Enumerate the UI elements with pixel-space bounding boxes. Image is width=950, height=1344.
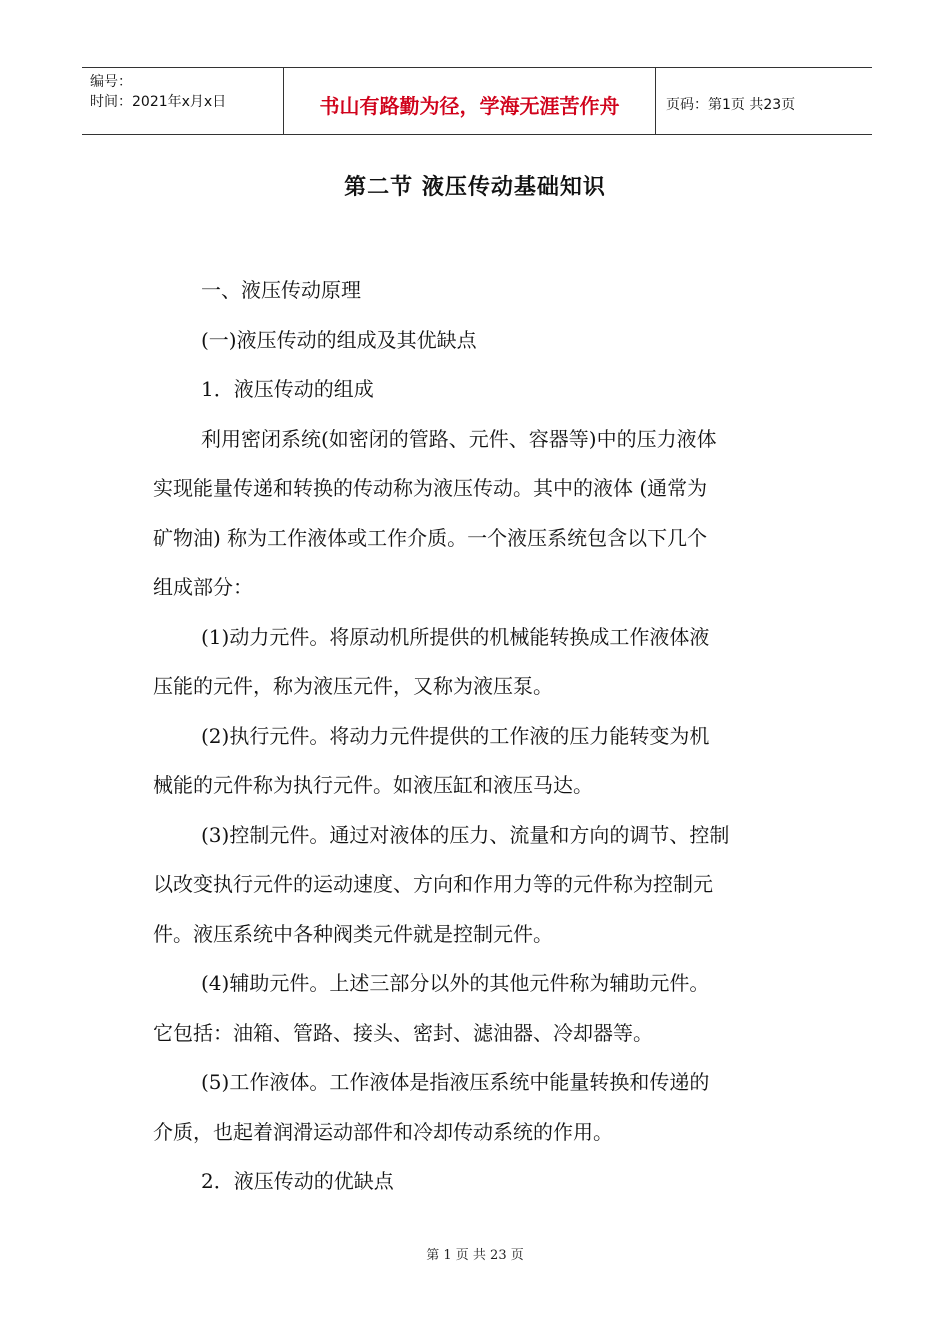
- body-line: 介质，也起着润滑运动部件和冷却传动系统的作用。: [153, 1119, 613, 1144]
- body-line: 以改变执行元件的运动速度、方向和作用力等的元件称为控制元: [153, 872, 713, 896]
- header-motto: 书山有路勤为径，学海无涯苦作舟: [284, 68, 656, 134]
- header-page-info: 页码：第1页 共23页: [666, 97, 796, 113]
- body-line: 矿物油) 称为工作液体或工作介质。一个液压系统包含以下几个: [153, 525, 708, 550]
- body-line: (一)液压传动的组成及其优缺点: [201, 327, 477, 352]
- body-line: 实现能量传递和转换的传动称为液压传动。其中的液体 (通常为: [153, 476, 708, 500]
- page-footer: 第 1 页 共 23 页: [426, 1248, 524, 1263]
- body-line: 利用密闭系统(如密闭的管路、元件、容器等)中的压力液体: [201, 426, 717, 451]
- body-line: 组成部分：: [153, 575, 253, 599]
- time-label: 时间：2021年x月x日: [90, 94, 227, 110]
- body-line: 它包括：油箱、管路、接头、密封、滤油器、冷却器等。: [153, 1020, 653, 1045]
- body-line: 压能的元件，称为液压元件，又称为液压泵。: [153, 674, 553, 698]
- body-line: 1．液压传动的组成: [201, 377, 374, 401]
- body-line: (3)控制元件。通过对液体的压力、流量和方向的调节、控制: [201, 822, 730, 847]
- body-content: [153, 266, 803, 1207]
- body-line: 一、液压传动原理: [201, 278, 361, 302]
- body-line: 2．液压传动的优缺点: [201, 1169, 394, 1193]
- body-line: 械能的元件称为执行元件。如液压缸和液压马达。: [153, 773, 593, 797]
- body-line: (2)执行元件。将动力元件提供的工作液的压力能转变为机: [201, 723, 710, 748]
- body-line: (5)工作液体。工作液体是指液压系统中能量转换和传递的: [201, 1070, 710, 1094]
- body-line: 件。液压系统中各种阀类元件就是控制元件。: [153, 921, 553, 946]
- section-title: 第二节 液压传动基础知识: [344, 175, 606, 200]
- document-header: [82, 67, 872, 135]
- body-line: (4)辅助元件。上述三部分以外的其他元件称为辅助元件。: [201, 971, 710, 995]
- body-line: (1)动力元件。将原动机所提供的机械能转换成工作液体液: [201, 624, 710, 649]
- header-meta: [82, 68, 284, 134]
- number-label: 编号：: [90, 74, 132, 90]
